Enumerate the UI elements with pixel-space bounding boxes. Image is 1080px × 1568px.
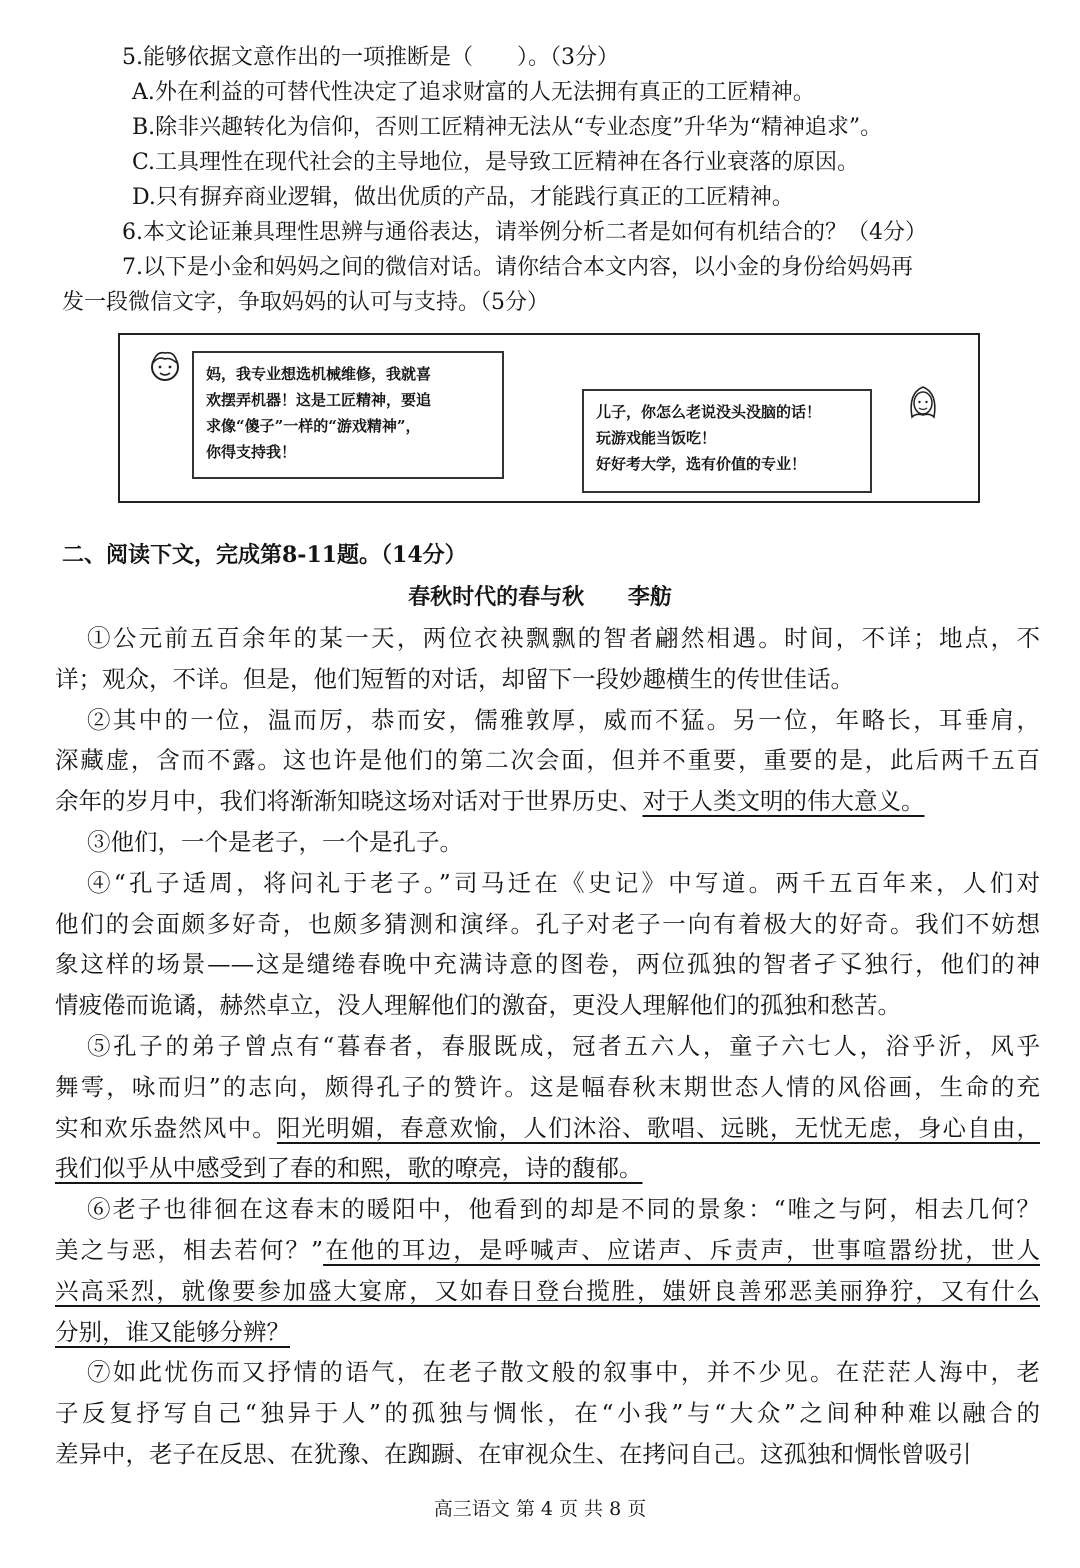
text-segment: 美之与恶，相去若何？” — [55, 1235, 324, 1264]
son-message-line: 你得支持我！ — [206, 443, 297, 461]
text-segment: ④“孔子适周，将问礼于老子。”司马迁在《史记》中写道。两千五百年来，人们对 — [87, 868, 1040, 897]
mom-message-bubble — [582, 389, 872, 493]
option-c: C.工具理性在现代社会的主导地位，是导致工匠精神在各行业衰落的原因。 — [132, 150, 860, 175]
article-body — [55, 618, 1040, 1475]
question-block — [0, 40, 1080, 320]
paragraph-4-line — [55, 863, 1040, 904]
wechat-dialog — [118, 333, 980, 503]
text-segment: ③他们，一个是老子，一个是孔子。 — [87, 827, 463, 856]
son-message-bubble — [192, 351, 504, 479]
underlined-text: 对于人类文明的伟大意义。 — [642, 787, 925, 816]
paragraph-6-line — [55, 1189, 1040, 1230]
paragraph-7-line — [55, 1352, 1040, 1393]
text-segment: 他们的会面颇多好奇，也颇多猜测和演绎。孔子对老子一向有着极大的好奇。我们不妨想 — [55, 909, 1040, 938]
paragraph-5-line — [55, 1148, 1040, 1189]
paragraph-4-line — [55, 944, 1040, 985]
mom-message-line: 儿子，你怎么老说没头没脑的话！ — [596, 403, 822, 421]
paragraph-2-line — [55, 740, 1040, 781]
underlined-text: 分别，谁又能够分辨？ — [55, 1317, 290, 1346]
paragraph-4-line — [55, 985, 1040, 1026]
boy-avatar-icon — [148, 347, 182, 385]
question-7-line-1: 7.以下是小金和妈妈之间的微信对话。请你结合本文内容，以小金的身份给妈妈再 — [122, 255, 913, 280]
article-author: 李舫 — [627, 584, 672, 610]
text-segment: ⑤孔子的弟子曾点有“暮春者，春服既成，冠者五六人，童子六七人，浴乎沂，风乎 — [87, 1031, 1040, 1060]
article-title-row — [0, 580, 1080, 615]
section-heading: 二、阅读下文，完成第8-11题。（14分） — [62, 542, 467, 568]
underlined-text: 在他的耳边，是呼喊声、应诺声、斥责声，世事喧嚣纷扰，世人 — [323, 1235, 1040, 1264]
son-message-line: 求像“傻子”一样的“游戏精神”， — [206, 417, 421, 435]
underlined-text: 兴高采烈，就像要参加盛大宴席，又如春日登台揽胜，媸妍良善邪恶美丽狰狞，又有什么 — [55, 1276, 1040, 1305]
son-message-line: 妈，我专业想选机械维修，我就喜 — [206, 365, 432, 383]
text-segment: ⑦如此忧伤而又抒情的语气，在老子散文般的叙事中，并不少见。在茫茫人海中，老 — [87, 1358, 1040, 1387]
paragraph-6-line — [55, 1312, 1040, 1353]
paragraph-1-line — [55, 659, 1040, 700]
text-segment: ①公元前五百余年的某一天，两位衣袂飘飘的智者翩然相遇。时间，不详；地点，不 — [87, 624, 1040, 652]
paragraph-4-line — [55, 904, 1040, 945]
question-6: 6.本文论证兼具理性思辨与通俗表达，请举例分析二者是如何有机结合的？（4分） — [122, 220, 927, 245]
underlined-text: 阳光明媚，春意欢愉，人们沐浴、歌唱、远眺，无忧无虑，身心自由， — [276, 1113, 1041, 1142]
question-5-stem: 5.能够依据文意作出的一项推断是（ ）。（3分） — [122, 45, 619, 70]
paragraph-2-line — [55, 781, 1040, 822]
text-segment: 余年的岁月中，我们将渐渐知晓这场对话对于世界历史、 — [55, 787, 643, 816]
option-a: A.外在利益的可替代性决定了追求财富的人无法拥有真正的工匠精神。 — [132, 80, 815, 105]
option-d: D.只有摒弃商业逻辑，做出优质的产品，才能践行真正的工匠精神。 — [132, 185, 794, 210]
paragraph-5-line — [55, 1026, 1040, 1067]
paragraph-5-line — [55, 1108, 1040, 1149]
text-segment: 深藏虚，含而不露。这也许是他们的第二次会面，但并不重要，重要的是，此后两千五百 — [55, 746, 1040, 775]
paragraph-6-line — [55, 1271, 1040, 1312]
text-segment: 实和欢乐盎然风中。 — [55, 1113, 277, 1142]
son-message-line: 欢摆弄机器！这是工匠精神，要追 — [206, 391, 432, 409]
paragraph-7-line — [55, 1434, 1040, 1475]
page-footer: 高三语文 第 4 页 共 8 页 — [433, 1498, 647, 1520]
text-segment: 子反复抒写自己“独异于人”的孤独与惆怅，在“小我”与“大众”之间种种难以融合的 — [55, 1399, 1040, 1428]
mom-message-line: 玩游戏能当饭吃！ — [596, 429, 717, 447]
text-segment: 舞雩，咏而归”的志向，颇得孔子的赞许。这是幅春秋末期世态人情的风俗画，生命的充 — [55, 1072, 1040, 1101]
mom-message-line: 好好考大学，选有价值的专业！ — [596, 455, 807, 473]
text-segment: ⑥老子也徘徊在这春末的暖阳中，他看到的却是不同的景象：“唯之与阿，相去几何？ — [87, 1195, 1040, 1224]
option-b: B.除非兴趣转化为信仰，否则工匠精神无法从“专业态度”升华为“精神追求”。 — [132, 115, 883, 140]
paragraph-2-line — [55, 700, 1040, 741]
paragraph-7-line — [55, 1393, 1040, 1434]
question-7-line-2: 发一段微信文字，争取妈妈的认可与支持。（5分） — [62, 290, 549, 315]
mother-avatar-icon — [906, 383, 940, 421]
text-segment: 情疲倦而诡谲，赫然卓立，没人理解他们的激奋，更没人理解他们的孤独和愁苦。 — [55, 991, 901, 1020]
paragraph-3-line — [55, 822, 1040, 863]
text-segment: 象这样的场景——这是缱绻春晚中充满诗意的图卷，两位孤独的智者孑孓独行，他们的神 — [55, 950, 1040, 979]
text-segment: ②其中的一位，温而厉，恭而安，儒雅敦厚，威而不猛。另一位，年略长，耳垂肩， — [87, 705, 1040, 734]
underlined-text: 我们似乎从中感受到了春的和熙，歌的嘹亮，诗的馥郁。 — [55, 1154, 643, 1183]
article-title: 春秋时代的春与秋 — [408, 584, 585, 610]
paragraph-6-line — [55, 1230, 1040, 1271]
text-segment: 详；观众，不详。但是，他们短暂的对话，却留下一段妙趣横生的传世佳话。 — [55, 664, 854, 693]
paragraph-5-line — [55, 1067, 1040, 1108]
paragraph-1-line — [55, 618, 1040, 659]
text-segment: 差异中，老子在反思、在犹豫、在踟蹰、在审视众生、在拷问自己。这孤独和惆怅曾吸引 — [55, 1439, 972, 1468]
